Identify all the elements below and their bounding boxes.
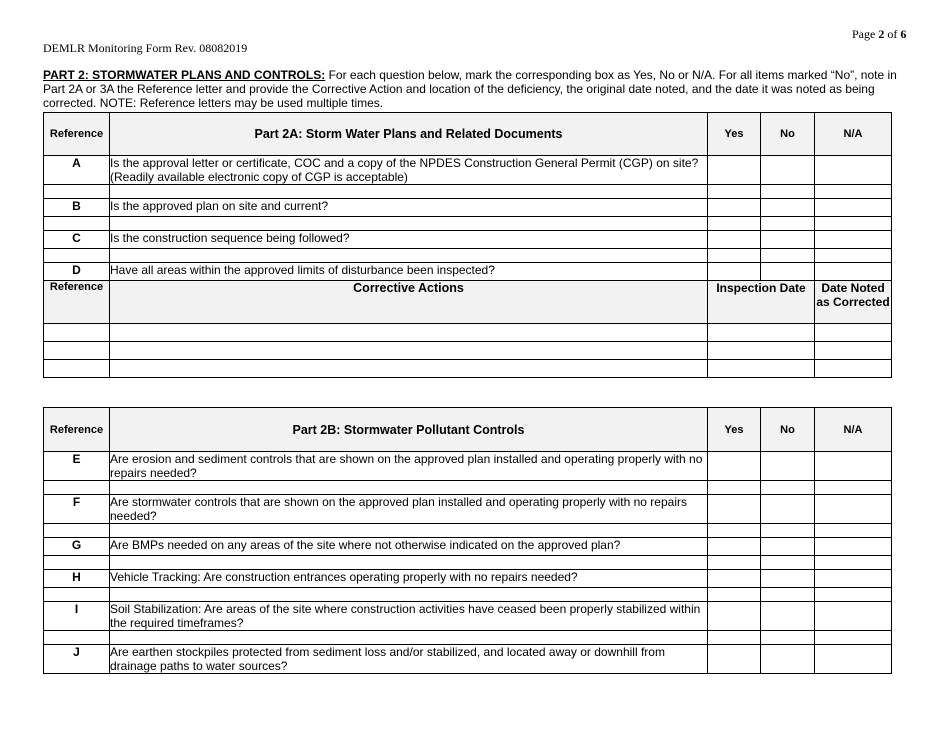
row-reference: D [44,263,110,281]
part2b-title: Part 2B: Stormwater Pollutant Controls [110,408,708,452]
part2b-table [43,407,892,674]
row-question: Is the construction sequence being followed? [110,231,708,249]
corrective-reference-cell[interactable] [44,342,110,360]
date-corrected-cell[interactable] [815,324,892,342]
part2a-title: Part 2A: Storm Water Plans and Related Documents [110,113,708,156]
row-reference: E [44,452,110,481]
na-checkbox[interactable] [815,156,892,185]
na-checkbox[interactable] [815,570,892,588]
yes-checkbox[interactable] [708,645,761,674]
no-checkbox[interactable] [761,231,815,249]
no-checkbox[interactable] [761,263,815,281]
row-question: Are earthen stockpiles protected from sediment loss and/or stabilized, and located away or downhill from drainage paths to water sources? [110,645,708,674]
spacer-row [44,556,892,570]
table-row [44,602,892,631]
row-reference: G [44,538,110,556]
corrective-action-cell[interactable] [110,360,708,378]
yes-checkbox[interactable] [708,570,761,588]
yes-checkbox[interactable] [708,495,761,524]
na-checkbox[interactable] [815,495,892,524]
spacer-row [44,588,892,602]
corrective-reference-cell[interactable] [44,360,110,378]
yes-checkbox[interactable] [708,602,761,631]
corrective-actions-header: Corrective Actions [110,281,708,324]
table-row [44,452,892,481]
na-checkbox[interactable] [815,452,892,481]
na-checkbox[interactable] [815,231,892,249]
spacer-row [44,481,892,495]
row-question: Is the approval letter or certificate, COC and a copy of the NPDES Construction General Permit (CGP) on site? (Readily available electronic copy of CGP is acceptable) [110,156,708,185]
corrective-reference-header: Reference [44,281,110,324]
na-checkbox[interactable] [815,602,892,631]
part2a-yes-header: Yes [708,113,761,156]
date-corrected-cell[interactable] [815,342,892,360]
page-label: Page [852,27,876,41]
table-row [44,156,892,185]
na-checkbox[interactable] [815,645,892,674]
table-row [44,263,892,281]
table-row [44,538,892,556]
row-question: Are stormwater controls that are shown on the approved plan installed and operating properly with no repairs needed? [110,495,708,524]
part2-intro [43,68,903,110]
row-reference: I [44,602,110,631]
date-corrected-header: Date Noted as Corrected [815,281,892,324]
form-revision: DEMLR Monitoring Form Rev. 08082019 [43,41,248,55]
part2a-table [43,112,892,378]
page-number [852,27,906,42]
yes-checkbox[interactable] [708,263,761,281]
table-row [44,570,892,588]
corrective-action-cell[interactable] [110,342,708,360]
part2b-reference-header: Reference [44,408,110,452]
row-question: Is the approved plan on site and current? [110,199,708,217]
yes-checkbox[interactable] [708,231,761,249]
part2a-na-header: N/A [815,113,892,156]
part2b-yes-header: Yes [708,408,761,452]
row-reference: F [44,495,110,524]
inspection-date-cell[interactable] [708,324,815,342]
na-checkbox[interactable] [815,199,892,217]
table-row [44,495,892,524]
no-checkbox[interactable] [761,199,815,217]
table-row [44,645,892,674]
row-reference: H [44,570,110,588]
part2-instructions: For each question below, mark the corresponding box as Yes, No or N/A. For all items marked “No”, note in Part 2A or 3A the Reference letter and provide the Corrective Action and location of the deficiency, the original date noted, and the date it was noted as being corrected. NOTE: Reference letters may be used multiple times. [43,68,897,110]
no-checkbox[interactable] [761,538,815,556]
row-question: Are erosion and sediment controls that are shown on the approved plan installed and operating properly with no repairs needed? [110,452,708,481]
na-checkbox[interactable] [815,538,892,556]
row-question: Are BMPs needed on any areas of the site where not otherwise indicated on the approved plan? [110,538,708,556]
row-reference: J [44,645,110,674]
na-checkbox[interactable] [815,263,892,281]
date-corrected-cell[interactable] [815,360,892,378]
row-question: Have all areas within the approved limits of disturbance been inspected? [110,263,708,281]
corrective-row [44,324,892,342]
row-question: Soil Stabilization: Are areas of the site where construction activities have ceased been properly stabilized within the required timeframes? [110,602,708,631]
yes-checkbox[interactable] [708,156,761,185]
corrective-row [44,360,892,378]
no-checkbox[interactable] [761,645,815,674]
no-checkbox[interactable] [761,156,815,185]
page-current: 2 [878,27,885,41]
no-checkbox[interactable] [761,495,815,524]
yes-checkbox[interactable] [708,199,761,217]
corrective-reference-cell[interactable] [44,324,110,342]
row-reference: B [44,199,110,217]
row-reference: A [44,156,110,185]
inspection-date-cell[interactable] [708,342,815,360]
table-row [44,231,892,249]
row-reference: C [44,231,110,249]
yes-checkbox[interactable] [708,538,761,556]
part2a-no-header: No [761,113,815,156]
page-of-label: of [887,27,898,41]
no-checkbox[interactable] [761,602,815,631]
spacer-row [44,185,892,199]
yes-checkbox[interactable] [708,452,761,481]
spacer-row [44,631,892,645]
table-row [44,199,892,217]
no-checkbox[interactable] [761,452,815,481]
no-checkbox[interactable] [761,570,815,588]
corrective-action-cell[interactable] [110,324,708,342]
spacer-row [44,217,892,231]
part2b-na-header: N/A [815,408,892,452]
spacer-row [44,249,892,263]
inspection-date-cell[interactable] [708,360,815,378]
part2a-reference-header: Reference [44,113,110,156]
part2b-no-header: No [761,408,815,452]
corrective-row [44,342,892,360]
row-question: Vehicle Tracking: Are construction entrances operating properly with no repairs needed? [110,570,708,588]
inspection-date-header: Inspection Date [708,281,815,324]
spacer-row [44,524,892,538]
part2-title: PART 2: STORMWATER PLANS AND CONTROLS: [43,68,326,82]
page-total: 6 [900,27,907,41]
